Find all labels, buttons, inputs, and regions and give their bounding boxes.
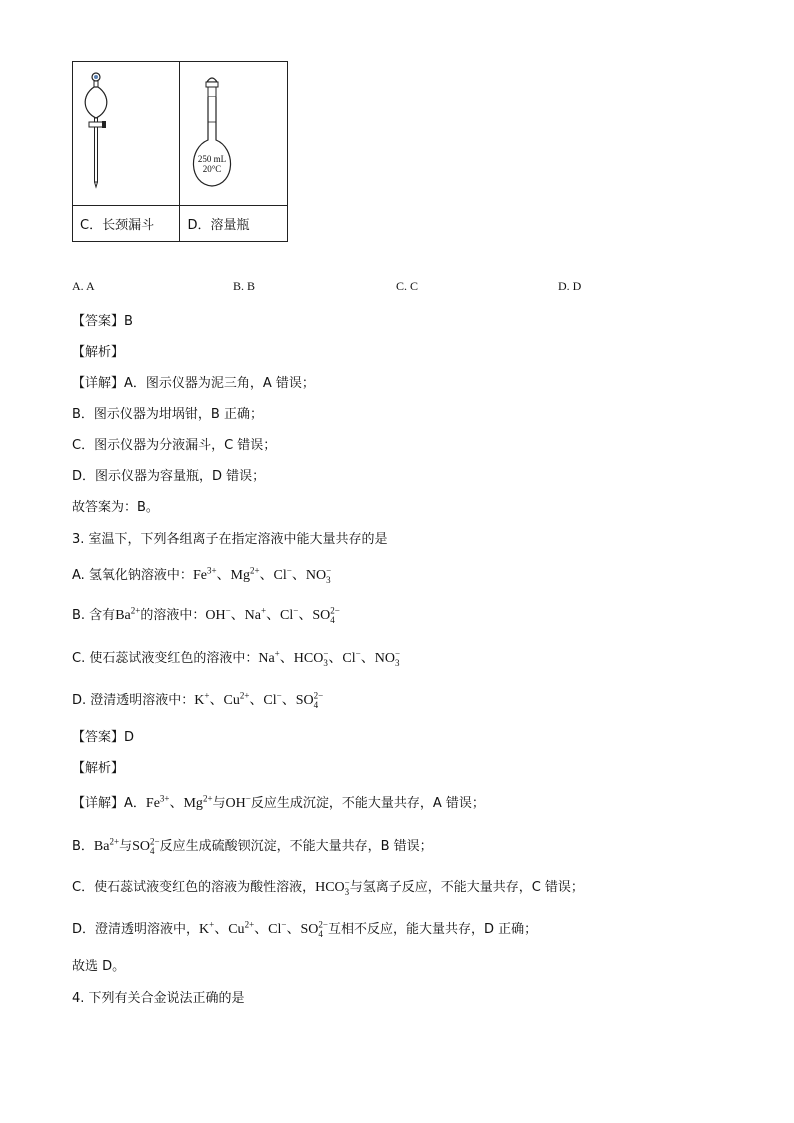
q2-detail-b: B．图示仪器为坩埚钳，B 正确；	[72, 407, 263, 422]
q3-conclusion: 故选 D。	[72, 959, 126, 974]
q3-detail-a-ions: $Fe^{3+}$、$Mg^{2+}$	[145, 793, 213, 811]
q3-option-a-text: A. 氢氧化钠溶液中：	[72, 568, 193, 583]
q3-detail-b-ion-so4: SO 4 $^{2-}$	[132, 836, 160, 856]
q3-option-d-text: D. 澄清透明溶液中：	[72, 693, 195, 708]
q3-detail-a-ion-oh: OH−	[225, 793, 251, 811]
q3-option-c-text: C. 使石蕊试液变红色的溶液中：	[72, 651, 259, 666]
q3-detail-a-text-3: 反应生成沉淀，不能大量共存，A 错误；	[250, 796, 485, 811]
q3-detail-a	[72, 792, 485, 812]
q2-detail-d: D．图示仪器为容量瓶，D 错误；	[72, 469, 266, 484]
q3-option-d	[72, 689, 323, 709]
q3-option-c-ions: Na+、HCO 3 −、Cl−、NO 3 −	[258, 648, 401, 668]
q2-analysis-heading: 【解析】	[72, 345, 125, 360]
q3-detail-a-text-2: 与	[212, 796, 226, 811]
figure-cell-volumetric-flask	[180, 62, 288, 206]
q3-detail-c-ion-hco3: HCO 3 −	[315, 877, 350, 897]
q3-detail-d	[72, 918, 537, 938]
q3-detail-c-text-2: 与氢离子反应，不能大量共存，C 错误；	[349, 880, 584, 895]
q2-detail-c: C．图示仪器为分液漏斗，C 错误；	[72, 438, 277, 453]
q3-option-c	[72, 647, 400, 667]
q2-conclusion: 故答案为：B。	[72, 500, 159, 515]
q2-detail-a: 【详解】A．图示仪器为泥三角，A 错误；	[72, 376, 315, 391]
caption-d: D．溶量瓶	[180, 206, 288, 242]
q3-option-a-ions: $Fe^{3+}$、$Mg^{2+}$、Cl−、NO 3 −	[192, 565, 332, 585]
q3-detail-b-text-2: 与	[119, 839, 133, 854]
q3-option-b-ions: OH−、Na+、Cl−、SO 4 $^{2-}$	[205, 605, 340, 625]
q3-detail-d-ions: K+、$Cu^{2+}$、Cl−、SO 4 $^{2-}$	[199, 919, 328, 939]
q3-detail-c	[72, 876, 584, 896]
q3-stem: 3. 室温下，下列各组离子在指定溶液中能大量共存的是	[72, 532, 388, 547]
q3-detail-d-text-1: D．澄清透明溶液中，	[72, 922, 200, 937]
q3-detail-c-text-1: C．使石蕊试液变红色的溶液为酸性溶液，	[72, 880, 316, 895]
q2-option-d: D. D	[558, 279, 582, 293]
q3-option-b-text-2: 的溶液中：	[140, 608, 206, 623]
q3-option-b-text-1: B. 含有	[72, 608, 116, 623]
q3-option-d-ions: K+、$Cu^{2+}$、Cl−、SO 4 $^{2-}$	[194, 690, 324, 710]
figure-cell-separatory-funnel	[73, 62, 180, 206]
q3-detail-d-text-2: 互相不反应，能大量共存，D 正确；	[327, 922, 538, 937]
q2-option-c: C. C	[396, 279, 419, 293]
q3-detail-b	[72, 835, 433, 855]
flask-temp-label: 20°C	[203, 164, 222, 174]
q3-option-b	[72, 604, 340, 624]
q3-detail-a-text-1: 【详解】A．	[72, 796, 146, 811]
q3-option-b-ion-ba: $Ba^{2+}$	[115, 605, 141, 623]
q3-detail-b-text-3: 反应生成硫酸钡沉淀，不能大量共存，B 错误；	[159, 839, 433, 854]
q2-option-a: A. A	[72, 279, 95, 293]
caption-c: C．长颈漏斗	[73, 206, 180, 242]
q3-answer: 【答案】D	[72, 730, 135, 745]
q3-option-a	[72, 564, 331, 584]
q4-stem: 4. 下列有关合金说法正确的是	[72, 991, 245, 1006]
volumetric-flask-icon	[180, 62, 288, 205]
q3-analysis-heading: 【解析】	[72, 761, 125, 776]
q3-detail-b-text-1: B．	[72, 839, 94, 854]
apparatus-figure-table	[72, 61, 288, 242]
flask-volume-label: 250 mL	[198, 154, 227, 164]
separatory-funnel-icon	[73, 62, 181, 205]
q3-detail-b-ion-ba: $Ba^{2+}$	[93, 836, 120, 854]
q2-option-b: B. B	[233, 279, 256, 293]
q2-answer: 【答案】B	[72, 314, 133, 329]
